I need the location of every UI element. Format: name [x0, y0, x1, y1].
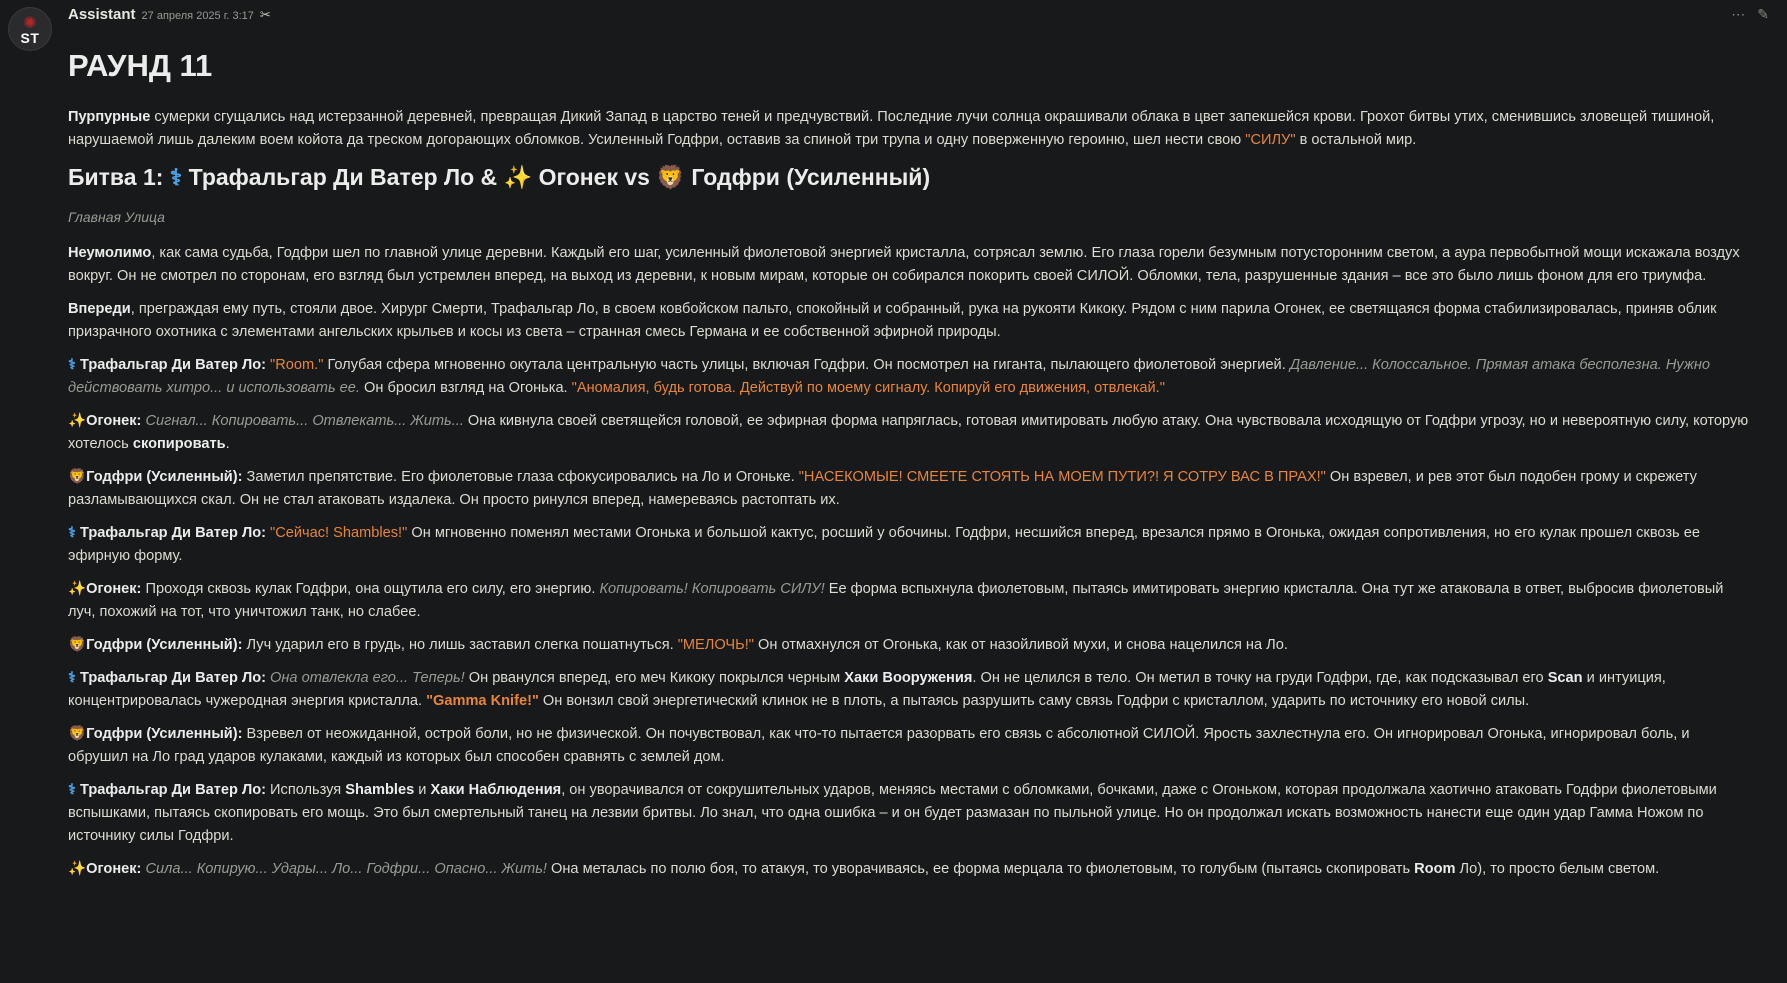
pushpin-icon[interactable]: ✂ [259, 7, 271, 22]
p4-bold: скопировать [132, 436, 226, 452]
p12-bold-1: Room [1414, 861, 1456, 877]
p1-bold: Неумолимо [68, 245, 152, 261]
story-paragraph [68, 242, 1753, 288]
p9-thought: Она отвлекла его... Теперь! [270, 670, 465, 686]
p4-text-2: . [225, 436, 230, 452]
location-label: Главная Улица [68, 209, 165, 225]
message-timestamp: 27 апреля 2025 г. 3:17 [141, 10, 254, 22]
dialogue-paragraph [68, 410, 1753, 456]
battle-vs: vs [617, 164, 657, 190]
p9-text-1: Он рванулся вперед, его меч Кикоку покрылся черным [464, 670, 845, 686]
p6-quote-1: "Сейчас! Shambles!" [270, 525, 408, 541]
p12-text-2: Ло), то просто белым светом. [1455, 861, 1660, 877]
avatar[interactable] [8, 7, 52, 51]
p3-quote-1: "Room." [270, 357, 324, 373]
speaker-name: Годфри (Усиленный): [86, 637, 243, 653]
p4-thought: Сигнал... Копировать... Отвлекать... Жить... [145, 413, 464, 429]
dialogue-paragraph [68, 858, 1753, 881]
intro-text: сумерки сгущались над истерзанной деревней, превращая Дикий Запад в царство теней и предчувствий. Последние лучи солнца окрашивали облака в цвет запекшейся крови. Грохот битвы утих, сменившись зловещей тишиной, нарушаемой лишь далеким воем койота да треском догорающих обломков. Усиленный Годфри, оставив за спиной три трупа и одну поверженную героиню, шел нести свою [68, 109, 1715, 148]
p3-text-2: Он бросил взгляд на Огонька. [359, 380, 572, 396]
p12-text-1: Она металась по полю боя, то атакуя, то уворачиваясь, ее форма мерцала то фиолетовым, то голубым (пытаясь скопировать [546, 861, 1415, 877]
p9-text-3: и интуиция, концентрировалась чужеродная энергия кристалла. [68, 670, 1666, 709]
speaker-name: Трафальгар Ди Ватер Ло: [79, 782, 266, 798]
message-header [68, 6, 271, 26]
speaker-name: Огонек: [86, 413, 142, 429]
p9-bold-2: Scan [1547, 670, 1583, 686]
message-body [68, 46, 1753, 891]
staff-of-aesculapius-icon: ⚕ [68, 357, 76, 373]
battle-heading [68, 162, 1753, 192]
p3-quote-2: "Аномалия, будь готова. Действуй по моему сигналу. Копируй его движения, отвлекай." [571, 380, 1165, 396]
dialogue-paragraph [68, 634, 1753, 657]
lion-face-icon: 🦁 [68, 637, 87, 653]
p9-quote-1: "Gamma Knife!" [426, 693, 539, 709]
intro-quote: "СИЛУ" [1245, 132, 1296, 148]
p5-text-2: Он взревел, и рев этот был подобен грому и скрежету разламывающихся скал. Он не стал атаковать издалека. Он просто ринулся вперед, намереваясь растоптать их. [68, 469, 1697, 508]
speaker-name: Огонек: [86, 861, 142, 877]
dialogue-paragraph [68, 779, 1753, 848]
lion-face-icon: 🦁 [68, 726, 87, 742]
round-title: РАУНД 11 [68, 48, 213, 83]
p11-text-1: Используя [265, 782, 346, 798]
sparkles-icon: ✨ [503, 164, 533, 190]
staff-of-aesculapius-icon: ⚕ [68, 782, 76, 798]
p11-bold-1: Shambles [345, 782, 415, 798]
p8-text-1: Луч ударил его в грудь, но лишь заставил слегка пошатнуться. [242, 637, 678, 653]
p7-text-1: Проходя сквозь кулак Годфри, она ощутила его силу, его энергию. [141, 581, 600, 597]
p10-text-1: Взревел от неожиданной, острой боли, но не физической. Он почувствовал, как что-то пытается разорвать его связь с абсолютной СИЛОЙ. Ярость захлестнула его. Он игнорировал Огонька, игнорировал боль, и обрушил на Ло град ударов кулаками, каждый из которых был способен сравнять с землей дом. [68, 726, 1690, 765]
author-name: Assistant [68, 6, 136, 23]
p5-text-1: Заметил препятствие. Его фиолетовые глаза сфокусировались на Ло и Огоньке. [242, 469, 799, 485]
p9-bold-1: Хаки Вооружения [844, 670, 973, 686]
staff-of-aesculapius-icon: ⚕ [68, 670, 76, 686]
p2-bold: Впереди [68, 301, 131, 317]
intro-paragraph [68, 106, 1753, 152]
p3-thought: Давление... Колоссальное. Прямая атака бесполезна. Нужно действовать хитро... и использовать ее. [68, 357, 1711, 396]
sparkles-icon: ✨ [68, 413, 87, 429]
p6-text-1: Он мгновенно поменял местами Огонька и большой кактус, росший у обочины. Годфри, несшийся вперед, врезался прямо в Огонька, ожидая сопротивления, но его кулак прошел сквозь ее эфирную форму. [68, 525, 1700, 564]
speaker-name: Годфри (Усиленный): [86, 726, 243, 742]
staff-of-aesculapius-icon: ⚕ [169, 164, 183, 190]
p8-text-2: Он отмахнулся от Огонька, как от назойливой мухи, и снова нацелился на Ло. [753, 637, 1288, 653]
p5-quote-1: "НАСЕКОМЫЕ! СМЕЕТЕ СТОЯТЬ НА МОЕМ ПУТИ?! Я СОТРУ ВАС В ПРАХ!" [798, 469, 1326, 485]
speaker-name: Годфри (Усиленный): [86, 469, 243, 485]
p12-thought: Сила... Копирую... Удары... Ло... Годфри... Опасно... Жить! [145, 861, 547, 877]
intro-bold: Пурпурные [68, 109, 151, 125]
speaker-name: Трафальгар Ди Ватер Ло: [79, 357, 266, 373]
message-actions [1731, 6, 1769, 23]
staff-of-aesculapius-icon: ⚕ [68, 525, 76, 541]
battle-fighter-law: Трафальгар Ди Ватер Ло [188, 164, 475, 190]
p9-text-2: . Он не целился в тело. Он метил в точку на груди Годфри, где, как подсказывал его [972, 670, 1548, 686]
p11-text-3: , он уворачивался от сокрушительных ударов, меняясь местами с обломками, бочками, даже с Огоньком, которая продолжала хаотично атаковать Годфри фиолетовыми вспышками, пытаясь скопировать его мощь. Это был смертельный танец на лезвии бритвы. Ло знал, что одна ошибка – и он будет размазан по пыльной улице. Но он продолжал искать возможность нанести еще один удар Гамма Ножом по источнику силы Годфри. [68, 782, 1717, 844]
p8-quote-1: "МЕЛОЧЬ!" [677, 637, 754, 653]
more-icon[interactable]: ⋯ [1731, 6, 1746, 22]
battle-fighter-spark: Огонек [538, 164, 618, 190]
p11-bold-2: Хаки Наблюдения [430, 782, 562, 798]
p9-text-4: Он вонзил свой энергетический клинок не в плоть, а пытаясь разрушить саму связь Годфри с кристаллом, ударить по источнику его новой силы. [538, 693, 1530, 709]
dialogue-paragraph [68, 466, 1753, 512]
lion-face-icon: 🦁 [656, 164, 685, 190]
avatar-initials: ST [20, 29, 40, 46]
dialogue-paragraph [68, 354, 1753, 400]
dialogue-paragraph [68, 578, 1753, 624]
p2-text: , преграждая ему путь, стояли двое. Хирург Смерти, Трафальгар Ло, в своем ковбойском пальто, спокойный и собранный, рука на рукояти Кикоку. Рядом с ним парила Огонек, ее светящаяся форма стабилизировалась, приняв облик призрачного охотника с элементами ангельских крыльев и косы из света – странная смесь Германа и ее собственной эфирной природы. [68, 301, 1717, 340]
dialogue-paragraph [68, 667, 1753, 713]
intro-tail: в остальной мир. [1295, 132, 1417, 148]
avatar-emblem-icon: ✺ [23, 14, 37, 32]
p3-text-1: Голубая сфера мгновенно окутала центральную часть улицы, включая Годфри. Он посмотрел на гиганта, пылающего фиолетовой энергией. [323, 357, 1290, 373]
speaker-name: Трафальгар Ди Ватер Ло: [79, 525, 266, 541]
battle-amp: & [474, 164, 504, 190]
speaker-name: Трафальгар Ди Ватер Ло: [79, 670, 266, 686]
p7-text-2: Ее форма вспыхнула фиолетовым, пытаясь имитировать энергию кристалла. Она тут же атаковала в ответ, выбросив фиолетовый луч, похожий на тот, что уничтожил танк, но слабее. [68, 581, 1724, 620]
p11-text-2: и [414, 782, 431, 798]
speaker-name: Огонек: [86, 581, 142, 597]
p7-thought: Копировать! Копировать СИЛУ! [599, 581, 825, 597]
battle-prefix: Битва 1: [68, 164, 170, 190]
edit-icon[interactable]: ✎ [1757, 6, 1769, 22]
dialogue-paragraph [68, 723, 1753, 769]
battle-fighter-godfrey: Годфри (Усиленный) [691, 164, 931, 190]
lion-face-icon: 🦁 [68, 469, 87, 485]
sparkles-icon: ✨ [68, 861, 87, 877]
p1-text: , как сама судьба, Годфри шел по главной улице деревни. Каждый его шаг, усиленный фиолетовой энергией кристалла, сотрясал землю. Его глаза горели безумным потусторонним светом, а аура первобытной мощи искажала воздух вокруг. Он не смотрел по сторонам, его взгляд был устремлен вперед, на выход из деревни, к новым мирам, которые он собирался покорить своей СИЛОЙ. Обломки, тела, разрушенные здания – все это было лишь фоном для его триумфа. [68, 245, 1740, 284]
dialogue-paragraph [68, 522, 1753, 568]
sparkles-icon: ✨ [68, 581, 87, 597]
p4-text-1: Она кивнула своей светящейся головой, ее эфирная форма напряглась, готовая имитировать любую атаку. Она чувствовала исходящую от Годфри угрозу, но и невероятную силу, которую хотелось [68, 413, 1749, 452]
story-paragraph [68, 298, 1753, 344]
